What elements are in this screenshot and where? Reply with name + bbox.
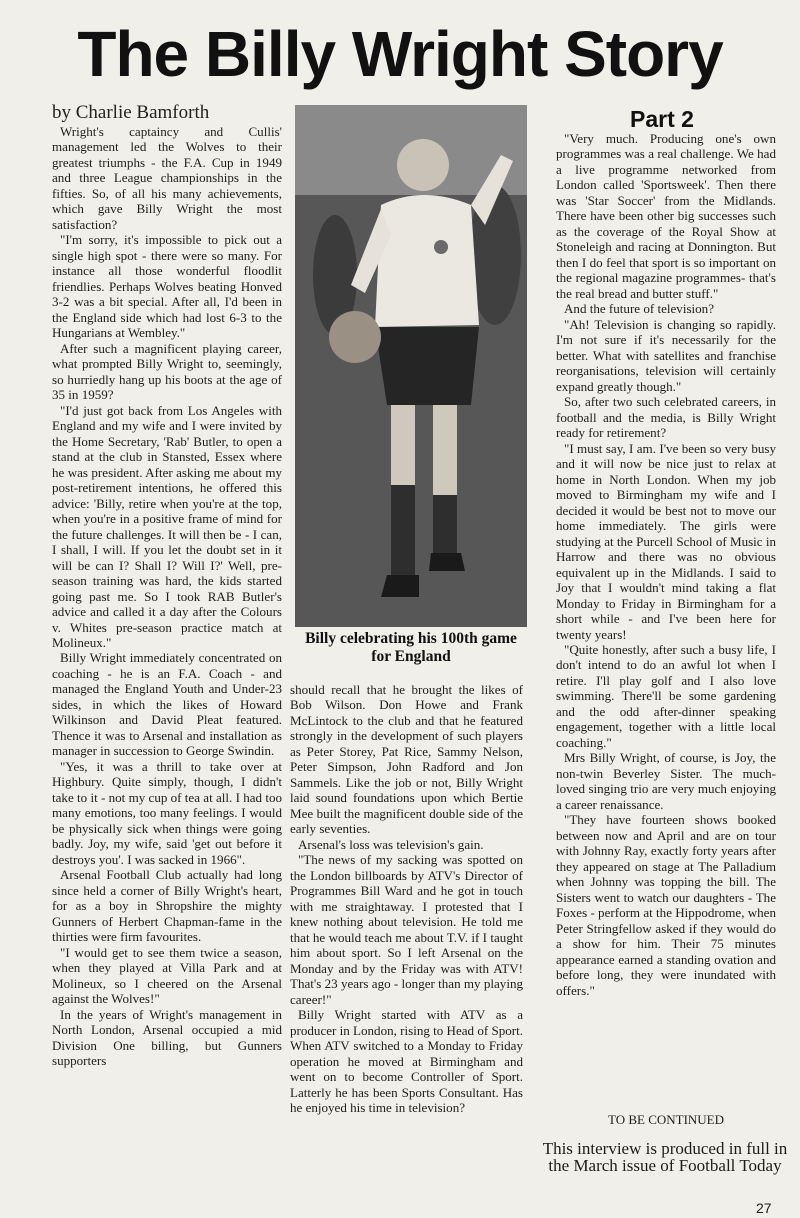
paragraph: In the years of Wright's management in North London, Arsenal occupied a mid Division One billing, but Gunners supporters [52, 1006, 282, 1069]
photo-caption: Billy celebrating his 100th game for England [305, 630, 517, 665]
paragraph: Arsenal Football Club actually had long since held a corner of Billy Wright's heart, for as a boy in Shropshire the mighty Gunners of Herbert Chapman-fame in the thirties were firm favourites. [52, 867, 282, 945]
paragraph: "I would get to see them twice a season, when they played at Villa Park and at Molineux, so I cheered on the Arsenal against the Wolves!" [52, 944, 282, 1007]
article-title: The Billy Wright Story [77, 18, 723, 90]
text-column-3 [556, 131, 776, 998]
paragraph: "Yes, it was a thrill to take over at Highbury. Quite simply, though, I didn't take to it - not my cup of tea at all. I had too many emotions, too many feelings. I would be physically sick when things were going badly. Joy, my wife, said 'get out before it destroys you'. I was sacked in 1966". [52, 758, 282, 867]
paragraph: And the future of television? [564, 301, 714, 317]
paragraph: So, after two such celebrated careers, in football and the media, is Billy Wright ready for retirement? [556, 394, 776, 441]
page-number: 27 [756, 1200, 772, 1216]
byline: by Charlie Bamforth [52, 102, 210, 123]
photo-illustration [295, 105, 527, 627]
paragraph: Billy Wright started with ATV as a producer in London, rising to Head of Sport. When ATV switched to a Monday to Friday operation he moved at Birmingham and went on to become Controller of Sport. Latterly he has been Sports Consultant. Has he enjoyed his time in television? [290, 1007, 523, 1116]
paragraph: Billy Wright immediately concentrated on coaching - he is an F.A. Coach - and managed the England Youth and Under-23 sides, in which the likes of Howard Wilkinson and David Pleat featured. Thence it was to Arsenal and installation as manager in succession to George Swindin. [52, 650, 282, 759]
paragraph: "Ah! Television is changing so rapidly. I'm not sure if it's necessarily for the better. What with satellites and franchise reorganisations, television will certainly expand greatly though." [556, 316, 776, 394]
paragraph: "Quite honestly, after such a busy life, I don't intend to do an awful lot when I retire. I'll play golf and I also love swimming. There'll be some gardening and the odd after-dinner speaking engagement, together with a little local coaching." [556, 641, 776, 750]
paragraph: Wright's captaincy and Cullis' management led the Wolves to their greatest triumphs - the F.A. Cup in 1949 and three League championships in the fifties. So, of all his many achievements, which gave Billy Wright the most satisfaction? [52, 124, 282, 232]
paragraph: should recall that he brought the likes of Bob Wilson. Don Howe and Frank McLintock to the club and that he featured strongly in the development of such players as Peter Storey, Pat Rice, Sammy Nelson, Peter Simpson, John Radford and Jon Sammels. Like the job or not, Billy Wright laid sound foundations upon which Bertie Mee built the magnificent double side of the early seventies. [290, 682, 523, 837]
text-column-1 [52, 124, 282, 1069]
paragraph: "They have fourteen shows booked between now and April and are on tour with Johnny Ray, exactly forty years after they appeared on stage at The Palladium when Johnny was topping the bill. The Sisters went to watch our daughters - The Foxes - perform at the Hippodrome, when Peter Stringfellow asked if they would do a show for him. Their 75 minutes appearance earned a standing ovation and before long, they were inundated with offers." [556, 812, 776, 998]
paragraph: Mrs Billy Wright, of course, is Joy, the non-twin Beverley Sister. The much-loved singing trio are very much enjoying a career renaissance. [556, 750, 776, 812]
source-note: This interview is produced in full in the March issue of Football Today [542, 1139, 788, 1175]
paragraph: Arsenal's loss was television's gain. [298, 836, 484, 852]
to-be-continued: TO BE CONTINUED [607, 1112, 725, 1127]
paragraph: "The news of my sacking was spotted on the London billboards by ATV's Director of Programmes Bill Ward and he got in touch with me straightaway. I protested that I knew nothing about television. He told me that he would teach me about T.V. if I taught him about sport. So I left Arsenal on the Monday and by the Friday was with ATV! That's 23 years ago - longer than my playing career!" [290, 852, 523, 1007]
billy-wright-photo [295, 105, 527, 627]
part-label: Part 2 [630, 106, 694, 132]
paragraph: "I must say, I am. I've been so very busy and it will now be nice just to relax at home in North London. When my job moved to Birmingham my wife and I decided it would be best not to move our home immediately. The girls were studying at the Purcell School of Music in Harrow and there was no obvious equivalent up in the Midlands. I said to Joy that I wouldn't mind taking a flat Monday to Friday in Birmingham for a short while - and I've been here for twenty years! [556, 440, 776, 642]
paragraph: After such a magnificent playing career, what prompted Billy Wright to, seemingly, so hurriedly hang up his boots at the age of 35 in 1959? [52, 340, 282, 403]
text-column-2 [290, 682, 523, 1116]
paragraph: "Very much. Producing one's own programmes was a real challenge. We had a live programme networked from London called 'Sportsweek'. Then there was 'Star Soccer' from the Midlands. There have been other big successes such as the coverage of the Royal Show at Stoneleigh and racing at Donnington. But then I do feel that sport is so important on the regional magazine programmes- that's the real bread and butter stuff." [556, 131, 776, 301]
paragraph: "I'd just got back from Los Angeles with England and my wife and I were invited by the Home Secretary, 'Rab' Butler, to open a stand at the club in Stansted, Essex where he was president. After asking me about my post-retirement intentions, he offered this advice: 'Billy, retire when you're at the top, when you're in a positive frame of mind for the future challenges. It will then be - I can, I shall, I will. If you let the doubt set in it will be can I? Shall I? Will I?' Well, pre-season training was hard, the kids started going past me. So I took RAB Butler's advice and called it a day after the Colours v. Whites pre-season practice match at Molineux." [52, 402, 282, 650]
paragraph: "I'm sorry, it's impossible to pick out a single high spot - there were so many. For instance all those wonderful floodlit friendlies. Perhaps Wolves beating Honved 3-2 was a bit special. After all, I'd been in the England side which had lost 6-3 to the Hungarians at Wembley." [52, 232, 282, 341]
